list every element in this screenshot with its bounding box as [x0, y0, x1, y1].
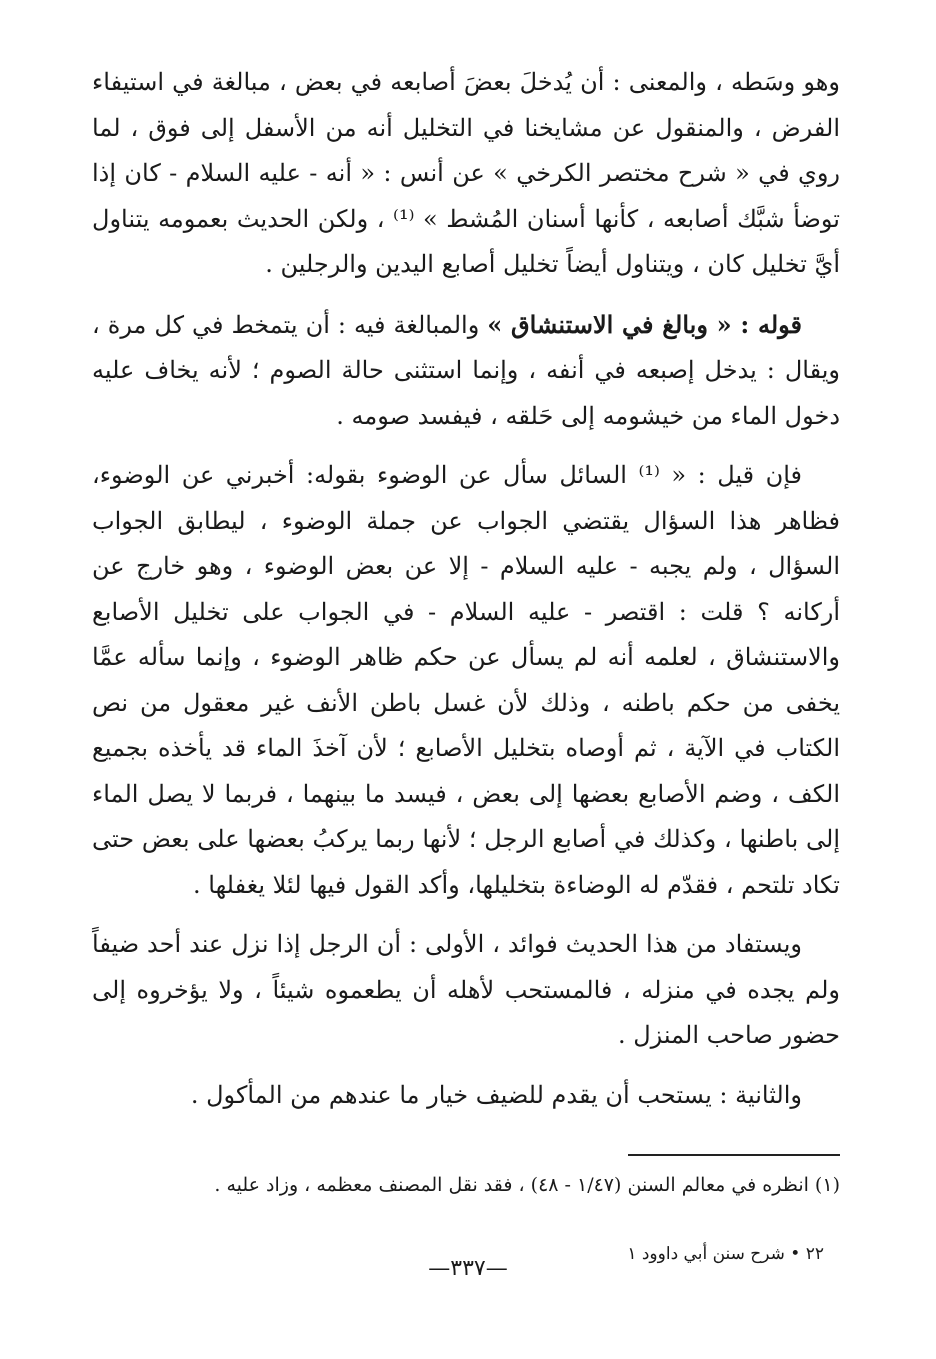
- paragraph-5: والثانية : يستحب أن يقدم للضيف خيار ما عندهم من المأكول .: [190, 1080, 802, 1109]
- paragraph-2-lead: قوله : « وبالغ في الاستنشاق »: [487, 309, 803, 339]
- paragraph-2-body: والمبالغة فيه : أن يتمخط في كل مرة ، ويقال : يدخل إصبعه في أنفه ، وإنما استثنى حالة الصوم ؛ لأنه يخاف عليه دخول الماء من خيشومه إلى حَلقه ، فيفسد صومه .: [92, 310, 840, 430]
- page-number: —٣٣٧—: [428, 1256, 508, 1281]
- paragraph-1: وهو وسَطه ، والمعنى : أن يُدخلَ بعضَ أصابعه في بعض ، مبالغة في استيفاء الفرض ، والمنقول عن مشايخنا في التخليل أنه من الأسفل إلى فوق ، لما روي في « شرح مختصر الكرخي » عن أنس : « أنه - عليه السلام - كان إذا توضأ شبَّك أصابعه ، كأنها أسنان المُشط » ⁽¹⁾ ، ولكن الحديث بعمومه يتناول أيَّ تخليل كان ، ويتناول أيضاً تخليل أصابع اليدين والرجلين .: [92, 68, 841, 278]
- main-text: [92, 60, 840, 1132]
- paragraph-2: [92, 302, 840, 440]
- footnote: (١) انظره في معالم السنن (١/٤٧ - ٤٨) ، فقد نقل المصنف معظمه ، وزاد عليه .: [214, 1174, 840, 1196]
- book-reference: ٢٢ • شرح سنن أبي داوود ١: [627, 1244, 824, 1264]
- footnote-divider: [628, 1154, 840, 1156]
- paragraph-3: فإن قيل : « ⁽¹⁾ السائل سأل عن الوضوء بقوله: أخبرني عن الوضوء، فظاهر هذا السؤال يقتضي الجواب عن جملة الوضوء ، ليطابق الجواب السؤال ، ولم يجبه - عليه السلام - إلا عن بعض الوضوء ، وهو خارج عن أركانه ؟ قلت : اقتصر - عليه السلام - في الجواب على تخليل الأصابع والاستنشاق ، لعلمه أنه لم يسأل عن حكم ظاهر الوضوء ، وإنما سأله عمَّا يخفى من حكم باطنه ، وذلك لأن غسل باطن الأنف غير معقول من نص الكتاب في الآية ، ثم أوصاه بتخليل الأصابع ؛ لأن آخذَ الماء قد يأخذه بجميع الكف ، وضم الأصابع بعضها إلى بعض ، فيسد ما بينهما ، فربما لا يصل الماء إلى باطنها ، وكذلك في أصابع الرجل ؛ لأنها ربما يركبُ بعضها على بعض حتى تكاد تلتحم ، فقدّم له الوضاءة بتخليلها، وأكد القول فيها لئلا يغفلها .: [92, 461, 841, 899]
- paragraph-4: ويستفاد من هذا الحديث فوائد ، الأولى : أن الرجل إذا نزل عند أحد ضيفاً ولم يجده في منزله ، فالمستحب لأهله أن يطعموه شيئاً ، ولا يؤخروه إلى حضور صاحب المنزل .: [92, 930, 841, 1049]
